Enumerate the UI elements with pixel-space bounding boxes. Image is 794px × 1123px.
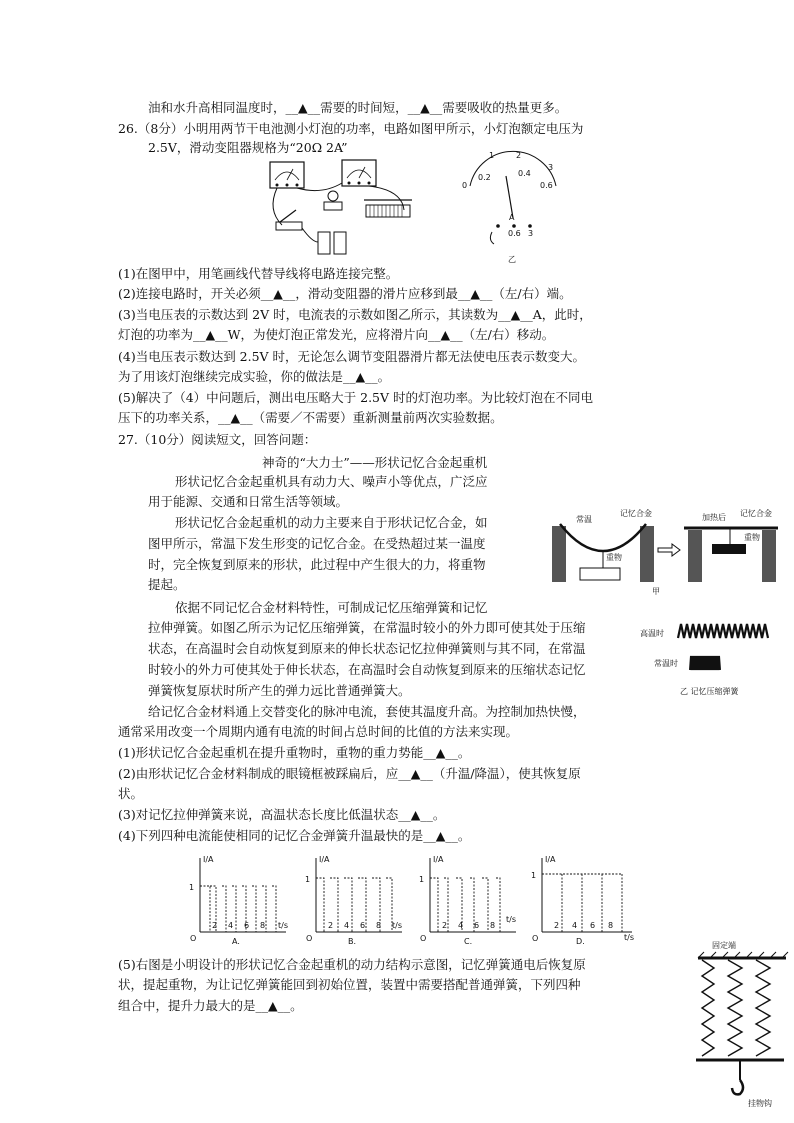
graph-b-t4: 4 bbox=[344, 921, 350, 930]
q26-sub4a: (4)当电压表示数达到 2.5V 时，无论怎么调节变阻器滑片都无法使电压表示数变大。 bbox=[118, 349, 586, 364]
ammeter-dial-figure bbox=[458, 148, 568, 266]
q26-stem-1: 26.（8分）小明用两节干电池测小灯泡的功率，电路如图甲所示，小灯泡额定电压为 bbox=[118, 121, 584, 136]
graph-a-t4: 4 bbox=[228, 921, 234, 930]
q27-sub4: (4)下列四种电流能使相同的记忆合金弹簧升温最快的是__▲__。 bbox=[118, 828, 471, 843]
graph-option-a bbox=[189, 855, 288, 946]
q26-sub3b: 灯泡的功率为__▲__W，为使灯泡正常发光，应将滑片向__▲__（左/右）移动。 bbox=[118, 327, 555, 342]
q27-stem: 27.（10分）阅读短文，回答问题： bbox=[118, 432, 317, 447]
jia-alloy: 记忆合金 bbox=[620, 509, 652, 518]
q27-sub2a: (2)由形状记忆合金材料制成的眼镜框被踩扁后，应__▲__（升温/降温），使其恢复原 bbox=[118, 766, 581, 781]
graph-b-t6: 6 bbox=[360, 921, 366, 930]
circuit-diagram-figure bbox=[262, 150, 422, 262]
dial-0: 0 bbox=[462, 181, 468, 190]
graph-d-one: 1 bbox=[531, 871, 537, 880]
q27-p3a: 依据不同记忆合金材料特性，可制成记忆压缩弹簧和记忆 bbox=[175, 600, 488, 615]
graph-c-one: 1 bbox=[419, 875, 425, 884]
q26-sub4b: 为了用该灯泡继续完成实验，你的做法是__▲__。 bbox=[118, 369, 391, 384]
graph-a-one: 1 bbox=[189, 883, 195, 892]
dial-term-3: 3 bbox=[528, 229, 534, 238]
graph-c-t6: 6 bbox=[474, 921, 480, 930]
dial-top-3: 3 bbox=[548, 163, 554, 172]
current-graphs-options bbox=[186, 850, 656, 946]
graph-a-t6: 6 bbox=[244, 921, 250, 930]
q27-p4b: 通常采用改变一个周期内通有电流的时间占总时间的比值的方法来实现。 bbox=[118, 724, 519, 739]
jia-weight: 重物 bbox=[606, 553, 622, 562]
q27-sub1: (1)形状记忆合金起重机在提升重物时，重物的重力势能__▲__。 bbox=[118, 745, 471, 760]
q26-sub5a: (5)解决了（4）中问题后，测出电压略大于 2.5V 时的灯泡功率。为比较灯泡在不同电 bbox=[118, 390, 594, 405]
q26-sub2: (2)连接电路时，开关必须__▲__，滑动变阻器的滑片应移到最__▲__（左/右）端。 bbox=[118, 286, 572, 301]
q27-sub5c: 组合中，提升力最大的是__▲__。 bbox=[118, 998, 303, 1013]
graph-b-ylabel: I/A bbox=[319, 855, 330, 864]
yi-normal-temp: 常温时 bbox=[654, 659, 678, 668]
jia-alloy2: 记忆合金 bbox=[740, 509, 772, 518]
q27-sub3: (3)对记忆拉伸弹簧来说，高温状态长度比低温状态__▲__。 bbox=[118, 807, 446, 822]
graph-d-ylabel: I/A bbox=[545, 855, 556, 864]
graph-a-ylabel: I/A bbox=[203, 855, 214, 864]
dial-top-2: 2 bbox=[516, 151, 522, 160]
q27-sub5b: 状，提起重物，为让记忆弹簧能回到初始位置，装置中需要搭配普通弹簧，下列四种 bbox=[118, 977, 581, 992]
q27-p1b: 用于能源、交通和日常生活等领域。 bbox=[148, 494, 349, 509]
crane-structure-figure bbox=[690, 938, 790, 1110]
fig-yi-caption: 乙 bbox=[508, 255, 516, 264]
graph-b-label: B. bbox=[348, 937, 357, 946]
graph-c-label: C. bbox=[464, 937, 473, 946]
q25-line: 油和水升高相同温度时，__▲__需要的时间短，__▲__需要吸收的热量更多。 bbox=[148, 100, 568, 115]
q26-sub5b: 压下的功率关系，__▲__（需要／不需要）重新测量前两次实验数据。 bbox=[118, 410, 503, 425]
q26-stem-2: 2.5V，滑动变阻器规格为“20Ω 2A” bbox=[148, 140, 348, 155]
yi-caption: 乙 记忆压缩弹簧 bbox=[680, 687, 739, 696]
q26-sub1: (1)在图甲中，用笔画线代替导线将电路连接完整。 bbox=[118, 266, 399, 281]
graph-c-t4: 4 bbox=[458, 921, 464, 930]
graph-option-d bbox=[531, 855, 634, 946]
dial-02: 0.2 bbox=[478, 173, 491, 182]
graph-d-t8: 8 bbox=[608, 921, 614, 930]
graph-d-xunit: t/s bbox=[624, 933, 634, 942]
graph-b-xunit: t/s bbox=[392, 921, 402, 930]
dial-unit: A bbox=[509, 213, 515, 222]
yi-high-temp: 高温时 bbox=[640, 629, 664, 638]
graph-c-origin: O bbox=[420, 934, 427, 943]
graph-b-origin: O bbox=[306, 934, 313, 943]
graph-c-t2: 2 bbox=[442, 921, 448, 930]
graph-c-t8: 8 bbox=[490, 921, 496, 930]
graph-b-one: 1 bbox=[305, 875, 311, 884]
graph-a-xunit: t/s bbox=[278, 921, 288, 930]
graph-a-t8: 8 bbox=[260, 921, 266, 930]
crane-hook-label: 挂物钩 bbox=[748, 1099, 772, 1108]
graph-d-t6: 6 bbox=[590, 921, 596, 930]
graph-c-xunit: t/s bbox=[506, 915, 516, 924]
graph-c-ylabel: I/A bbox=[433, 855, 444, 864]
q27-p4a: 给记忆合金材料通上交替变化的脉冲电流，套使其温度升高。为控制加热快慢， bbox=[148, 704, 586, 719]
graph-a-origin: O bbox=[190, 934, 197, 943]
q27-p1a: 形状记忆合金起重机具有动力大、噪声小等优点，广泛应 bbox=[175, 474, 488, 489]
dial-06: 0.6 bbox=[540, 181, 553, 190]
q27-p2c: 时，完全恢复到原来的形状，此过程中产生很大的力，将重物 bbox=[148, 557, 486, 572]
graph-a-t2: 2 bbox=[212, 921, 218, 930]
jia-heated: 加热后 bbox=[702, 513, 726, 522]
compression-spring-figure-yi bbox=[638, 618, 778, 700]
graph-option-b bbox=[305, 855, 402, 946]
q27-sub2b: 状。 bbox=[118, 786, 144, 801]
graph-a-label: A. bbox=[232, 937, 240, 946]
q27-p3b: 拉伸弹簧。如图乙所示为记忆压缩弹簧，在常温时较小的外力即可使其处于压缩 bbox=[148, 620, 586, 635]
jia-caption: 甲 bbox=[652, 587, 660, 596]
q27-p3c: 状态，在高温时会自动恢复到原来的伸长状态记忆拉伸弹簧则与其不同，在常温 bbox=[148, 641, 586, 656]
q27-article-title: 神奇的“大力士”——形状记忆合金起重机 bbox=[262, 455, 488, 470]
q27-sub5a: (5)右图是小明设计的形状记忆合金起重机的动力结构示意图，记忆弹簧通电后恢复原 bbox=[118, 957, 586, 972]
q27-p3e: 弹簧恢复原状时所产生的弹力远比普通弹簧大。 bbox=[148, 683, 411, 698]
jia-weight2: 重物 bbox=[744, 533, 760, 542]
crane-fixed-end: 固定端 bbox=[712, 941, 736, 950]
dial-pointer bbox=[506, 176, 513, 218]
graph-d-origin: O bbox=[532, 934, 539, 943]
dial-04: 0.4 bbox=[518, 169, 531, 178]
q27-p2d: 提起。 bbox=[148, 577, 186, 592]
memory-alloy-figure-jia bbox=[548, 508, 780, 596]
graph-b-t8: 8 bbox=[376, 921, 382, 930]
graph-option-c bbox=[419, 855, 516, 946]
q27-p2b: 图甲所示，常温下发生形变的记忆合金。在受热超过某一温度 bbox=[148, 536, 486, 551]
q26-sub3a: (3)当电压表的示数达到 2V 时，电流表的示数如图乙所示，其读数为__▲__A，此时， bbox=[118, 307, 592, 322]
dial-top-1: 1 bbox=[489, 151, 495, 160]
q27-p3d: 时较小的外力可使其处于伸长状态，在高温时会自动恢复到原来的压缩状态记忆 bbox=[148, 662, 586, 677]
graph-d-label: D. bbox=[576, 937, 585, 946]
q27-p2a: 形状记忆合金起重机的动力主要来自于形状记忆合金，如 bbox=[175, 515, 488, 530]
graph-d-t4: 4 bbox=[572, 921, 578, 930]
jia-normal-temp: 常温 bbox=[576, 515, 592, 524]
graph-d-t2: 2 bbox=[554, 921, 560, 930]
dial-term-06: 0.6 bbox=[508, 229, 521, 238]
graph-b-t2: 2 bbox=[328, 921, 334, 930]
